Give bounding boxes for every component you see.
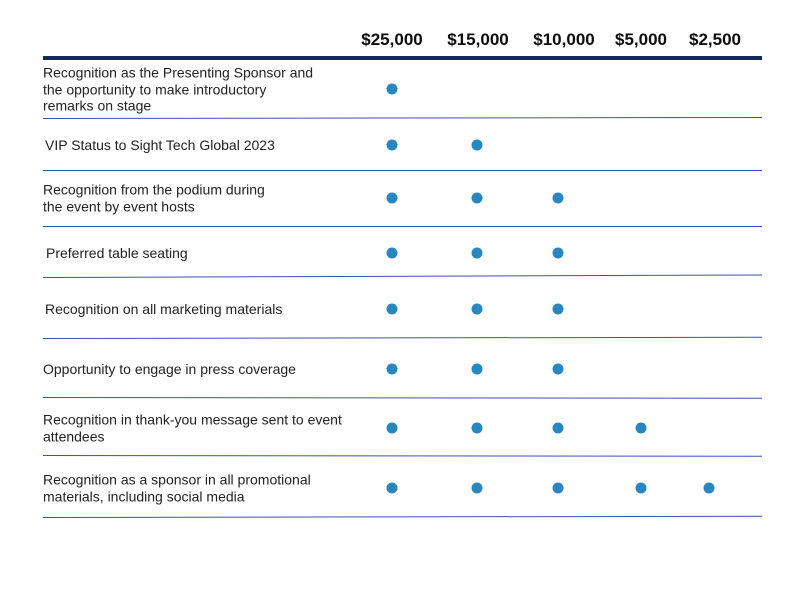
header-divider	[43, 56, 762, 60]
included-dot	[472, 423, 483, 434]
tier-header-2500: $2,500	[689, 30, 741, 49]
benefit-label-press-coverage: Opportunity to engage in press coverage	[43, 360, 296, 377]
benefit-label-table-seating: Preferred table seating	[46, 244, 188, 261]
included-dot	[472, 304, 483, 315]
row-divider	[43, 397, 762, 399]
included-dot	[472, 193, 483, 204]
row-divider	[43, 117, 762, 119]
benefit-label-marketing-materials: Recognition on all marketing materials	[45, 300, 283, 317]
included-dot	[553, 248, 564, 259]
included-dot	[387, 84, 398, 95]
benefit-label-presenting-sponsor: Recognition as the Presenting Sponsor and the opportunity to make introductory remarks on stage	[43, 64, 314, 114]
tier-header-25000: $25,000	[361, 30, 423, 49]
included-dot	[472, 364, 483, 375]
included-dot	[704, 483, 715, 494]
included-dot	[387, 483, 398, 494]
included-dot	[387, 248, 398, 259]
included-dot	[553, 304, 564, 315]
tier-header-5000: $5,000	[615, 30, 667, 49]
included-dot	[636, 423, 647, 434]
included-dot	[387, 193, 398, 204]
included-dot	[553, 364, 564, 375]
benefit-label-vip-status: VIP Status to Sight Tech Global 2023	[45, 136, 275, 153]
included-dot	[553, 483, 564, 494]
included-dot	[387, 140, 398, 151]
benefit-label-promotional-materials: Recognition as a sponsor in all promotional materials, including social media	[43, 471, 311, 504]
benefit-label-thank-you-message: Recognition in thank-you message sent to event attendees	[43, 411, 342, 444]
included-dot	[472, 140, 483, 151]
tier-header-15000: $15,000	[447, 30, 509, 49]
tier-header-10000: $10,000	[533, 30, 595, 49]
included-dot	[472, 248, 483, 259]
included-dot	[387, 364, 398, 375]
included-dot	[387, 304, 398, 315]
row-divider	[43, 337, 762, 339]
row-divider	[43, 455, 762, 457]
row-divider	[43, 516, 762, 518]
row-divider	[43, 226, 762, 227]
included-dot	[553, 423, 564, 434]
benefit-label-podium-recognition: Recognition from the podium during the event by event hosts	[43, 181, 265, 214]
included-dot	[553, 193, 564, 204]
included-dot	[636, 483, 647, 494]
included-dot	[472, 483, 483, 494]
included-dot	[387, 423, 398, 434]
row-divider	[43, 274, 762, 278]
row-divider	[43, 170, 762, 171]
